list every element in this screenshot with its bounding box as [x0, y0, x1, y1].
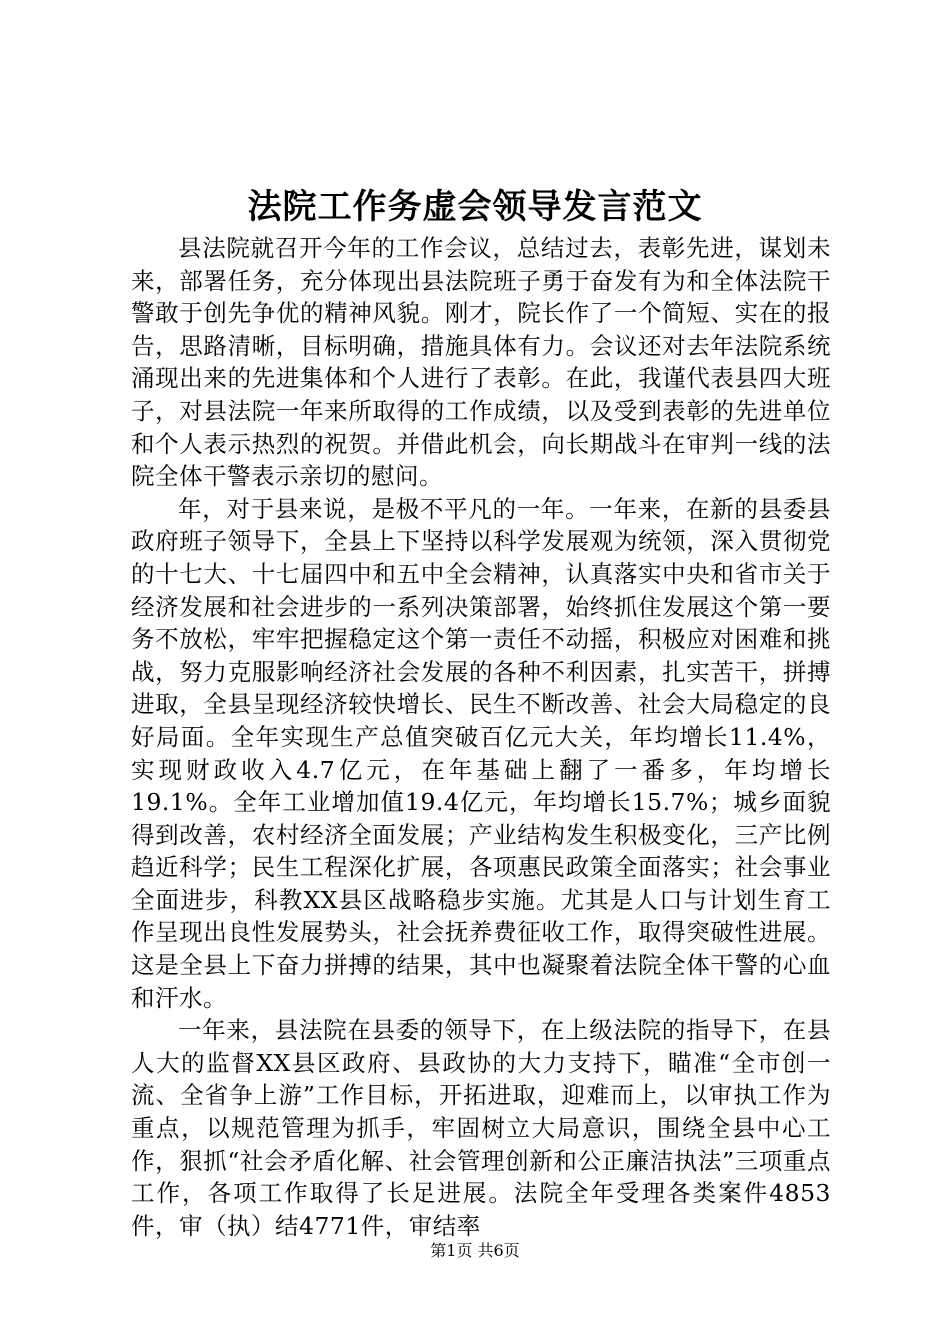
- document-title: 法院工作务虚会领导发言范文: [247, 187, 703, 227]
- paragraph-2: 年，对于县来说，是极不平凡的一年。一年来，在新的县委县政府班子领导下，全县上下坚持以科学发展观为统领，深入贯彻党的十七大、十七届四中和五中全会精神，认真落实中央和省市关于经济发展和社会进步的一系列决策部署，始终抓住发展这个第一要务不放松，牢牢把握稳定这个第一责任不动摇，积极应对困难和挑战，努力克服影响经济社会发展的各种不利因素，扎实苦干，拼搏进取，全县呈现经济较快增长、民生不断改善、社会大局稳定的良好局面。全年实现生产总值突破百亿元大关，年均增长11.4%，实现财政收入4.7亿元，在年基础上翻了一番多，年均增长19.1%。全年工业增加值19.4亿元，年均增长15.7%；城乡面貌得到改善，农村经济全面发展；产业结构发生积极变化，三产比例趋近科学；民生工程深化扩展，各项惠民政策全面落实；社会事业全面进步，科教XX县区战略稳步实施。尤其是人口与计划生育工作呈现出良性发展势头，社会抚养费征收工作，取得突破性进展。这是全县上下奋力拼搏的结果，其中也凝聚着法院全体干警的心血和汗水。: [131, 494, 831, 1012]
- page-number-footer: 第1页 共6页: [430, 1241, 520, 1260]
- paragraph-3: 一年来，县法院在县委的领导下，在上级法院的指导下，在县人大的监督XX县区政府、县政协的大力支持下，瞄准“全市创一流、全省争上游”工作目标，开拓进取，迎难而上，以审执工作为重点，以规范管理为抓手，牢固树立大局意识，围绕全县中心工作，狠抓“社会矛盾化解、社会管理创新和公正廉洁执法”三项重点工作，各项工作取得了长足进展。法院全年受理各类案件4853件，审（执）结4771件，审结率: [131, 1016, 831, 1240]
- document-body: [131, 232, 831, 1242]
- paragraph-1: 县法院就召开今年的工作会议，总结过去，表彰先进，谋划未来，部署任务，充分体现出县法院班子勇于奋发有为和全体法院干警敢于创先争优的精神风貌。刚才，院长作了一个简短、实在的报告，思路清晰，目标明确，措施具体有力。会议还对去年法院系统涌现出来的先进集体和个人进行了表彰。在此，我谨代表县四大班子，对县法院一年来所取得的工作成绩，以及受到表彰的先进单位和个人表示热烈的祝贺。并借此机会，向长期战斗在审判一线的法院全体干警表示亲切的慰问。: [131, 234, 831, 491]
